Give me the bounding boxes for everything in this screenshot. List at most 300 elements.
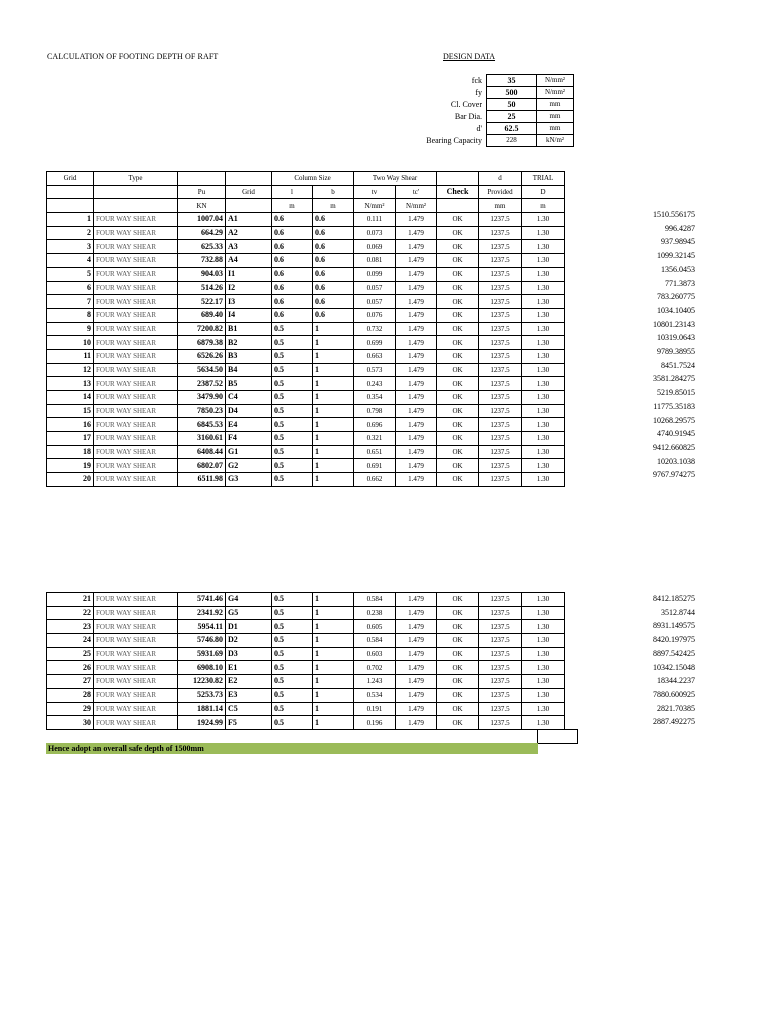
row-D-trial: 1.30	[522, 647, 565, 661]
row-grid: E4	[226, 418, 272, 432]
row-pu: 2341.92	[178, 606, 226, 620]
row-pu: 6802.07	[178, 459, 226, 473]
row-type: FOUR WAY SHEAR	[94, 418, 178, 432]
row-type: FOUR WAY SHEAR	[94, 267, 178, 281]
row-d-provided: 1237.5	[479, 254, 522, 268]
row-d-provided: 1237.5	[479, 322, 522, 336]
design-data-heading: DESIGN DATA	[443, 52, 496, 61]
row-check: OK	[437, 473, 479, 487]
table-row	[47, 377, 565, 391]
design-data-row	[380, 87, 574, 99]
row-number: 11	[47, 349, 94, 363]
design-data-label: Cl. Cover	[450, 100, 482, 109]
row-grid: I2	[226, 281, 272, 295]
table-row	[47, 418, 565, 432]
row-D-trial: 1.30	[522, 661, 565, 675]
row-tv: 0.354	[354, 391, 396, 405]
row-b: 1	[313, 661, 354, 675]
hdr-unit-nmm2: N/mm²	[396, 199, 437, 213]
row-D-trial: 1.30	[522, 620, 565, 634]
row-extra-value: 10319.0643	[657, 333, 695, 343]
row-type: FOUR WAY SHEAR	[94, 240, 178, 254]
hdr-l: l	[272, 185, 313, 199]
row-l: 0.5	[272, 432, 313, 446]
row-d-provided: 1237.5	[479, 404, 522, 418]
row-check: OK	[437, 647, 479, 661]
row-check: OK	[437, 445, 479, 459]
row-check: OK	[437, 213, 479, 227]
design-data-value: 500	[487, 87, 537, 99]
row-grid: F4	[226, 432, 272, 446]
design-data-unit: mm	[537, 99, 574, 111]
row-d-provided: 1237.5	[479, 213, 522, 227]
row-extra-value: 8412.185275	[653, 594, 695, 603]
row-l: 0.5	[272, 716, 313, 730]
row-b: 1	[313, 620, 354, 634]
row-extra-value: 10342.15048	[653, 662, 695, 672]
row-number: 16	[47, 418, 94, 432]
hdr-tc: tc'	[396, 185, 437, 199]
row-l: 0.5	[272, 473, 313, 487]
row-pu: 6908.10	[178, 661, 226, 675]
row-grid: I3	[226, 295, 272, 309]
table-row	[47, 716, 565, 730]
row-tc: 1.479	[396, 349, 437, 363]
row-D-trial: 1.30	[522, 213, 565, 227]
row-b: 0.6	[313, 254, 354, 268]
row-tc: 1.479	[396, 647, 437, 661]
row-extra-value: 8451.7524	[661, 360, 695, 370]
row-b: 1	[313, 445, 354, 459]
table-row	[47, 240, 565, 254]
row-tc: 1.479	[396, 620, 437, 634]
design-data-unit: N/mm²	[537, 75, 574, 87]
row-l: 0.5	[272, 620, 313, 634]
row-grid: E3	[226, 688, 272, 702]
row-tv: 0.069	[354, 240, 396, 254]
design-data-unit: kN/m²	[537, 135, 574, 147]
row-extra-value: 1099.32145	[657, 251, 695, 261]
table-row	[47, 281, 565, 295]
row-extra-value: 5219.85015	[657, 388, 695, 398]
row-l: 0.6	[272, 226, 313, 240]
row-grid: D2	[226, 634, 272, 648]
row-extra-value: 3512.8744	[661, 607, 695, 617]
row-pu: 5954.11	[178, 620, 226, 634]
row-extra-value: 937.98945	[661, 237, 695, 247]
row-D-trial: 1.30	[522, 363, 565, 377]
row-type: FOUR WAY SHEAR	[94, 634, 178, 648]
row-D-trial: 1.30	[522, 634, 565, 648]
row-type: FOUR WAY SHEAR	[94, 404, 178, 418]
row-l: 0.6	[272, 267, 313, 281]
row-tv: 1.243	[354, 675, 396, 689]
row-l: 0.5	[272, 391, 313, 405]
row-l: 0.6	[272, 213, 313, 227]
table-row	[47, 620, 565, 634]
row-b: 1	[313, 702, 354, 716]
table-row	[47, 226, 565, 240]
row-number: 6	[47, 281, 94, 295]
table-row	[47, 702, 565, 716]
row-l: 0.5	[272, 336, 313, 350]
row-b: 0.6	[313, 295, 354, 309]
row-grid: A3	[226, 240, 272, 254]
row-type: FOUR WAY SHEAR	[94, 620, 178, 634]
row-tv: 0.099	[354, 267, 396, 281]
row-tv: 0.702	[354, 661, 396, 675]
row-tv: 0.663	[354, 349, 396, 363]
row-b: 1	[313, 593, 354, 607]
hdr-grid2: Grid	[226, 185, 272, 199]
row-D-trial: 1.30	[522, 418, 565, 432]
row-check: OK	[437, 336, 479, 350]
table-row	[47, 593, 565, 607]
row-pu: 5931.69	[178, 647, 226, 661]
row-extra-value: 783.260775	[657, 292, 695, 302]
row-type: FOUR WAY SHEAR	[94, 391, 178, 405]
design-data-value: 228	[487, 135, 537, 147]
design-data-value: 25	[487, 111, 537, 123]
row-grid: C5	[226, 702, 272, 716]
row-d-provided: 1237.5	[479, 349, 522, 363]
row-D-trial: 1.30	[522, 404, 565, 418]
table-row	[47, 322, 565, 336]
row-type: FOUR WAY SHEAR	[94, 308, 178, 322]
row-tc: 1.479	[396, 688, 437, 702]
row-type: FOUR WAY SHEAR	[94, 432, 178, 446]
row-type: FOUR WAY SHEAR	[94, 661, 178, 675]
row-number: 15	[47, 404, 94, 418]
row-tc: 1.479	[396, 634, 437, 648]
row-b: 0.6	[313, 226, 354, 240]
row-grid: G1	[226, 445, 272, 459]
row-l: 0.5	[272, 661, 313, 675]
row-d-provided: 1237.5	[479, 634, 522, 648]
design-data-row	[380, 123, 574, 135]
row-number: 19	[47, 459, 94, 473]
row-type: FOUR WAY SHEAR	[94, 336, 178, 350]
row-tc: 1.479	[396, 675, 437, 689]
row-tc: 1.479	[396, 391, 437, 405]
row-tc: 1.479	[396, 295, 437, 309]
row-l: 0.5	[272, 606, 313, 620]
row-tv: 0.605	[354, 620, 396, 634]
row-l: 0.5	[272, 702, 313, 716]
row-tv: 0.691	[354, 459, 396, 473]
design-data-table	[380, 74, 574, 147]
row-number: 20	[47, 473, 94, 487]
row-l: 0.5	[272, 459, 313, 473]
page-title: CALCULATION OF FOOTING DEPTH OF RAFT	[47, 52, 219, 61]
row-type: FOUR WAY SHEAR	[94, 716, 178, 730]
table-row	[47, 647, 565, 661]
row-tv: 0.073	[354, 226, 396, 240]
row-D-trial: 1.30	[522, 336, 565, 350]
row-tc: 1.479	[396, 336, 437, 350]
row-d-provided: 1237.5	[479, 675, 522, 689]
row-D-trial: 1.30	[522, 226, 565, 240]
row-D-trial: 1.30	[522, 254, 565, 268]
shear-table-part2	[46, 592, 565, 730]
row-check: OK	[437, 240, 479, 254]
row-extra-value: 18344.2237	[657, 676, 695, 686]
row-b: 1	[313, 432, 354, 446]
row-type: FOUR WAY SHEAR	[94, 459, 178, 473]
row-extra-value: 8931.149575	[653, 621, 695, 631]
row-number: 30	[47, 716, 94, 730]
row-number: 2	[47, 226, 94, 240]
row-l: 0.5	[272, 647, 313, 661]
hdr-type: Type	[94, 172, 178, 186]
row-d-provided: 1237.5	[479, 702, 522, 716]
row-tc: 1.479	[396, 226, 437, 240]
row-grid: D3	[226, 647, 272, 661]
row-b: 1	[313, 606, 354, 620]
row-D-trial: 1.30	[522, 702, 565, 716]
row-pu: 6408.44	[178, 445, 226, 459]
row-tv: 0.696	[354, 418, 396, 432]
row-d-provided: 1237.5	[479, 281, 522, 295]
row-b: 1	[313, 336, 354, 350]
table-row	[47, 267, 565, 281]
row-extra-value: 3581.284275	[653, 374, 695, 384]
row-tc: 1.479	[396, 716, 437, 730]
row-number: 17	[47, 432, 94, 446]
row-tv: 0.321	[354, 432, 396, 446]
row-D-trial: 1.30	[522, 295, 565, 309]
row-type: FOUR WAY SHEAR	[94, 226, 178, 240]
row-extra-value: 8897.542425	[653, 648, 695, 658]
row-b: 1	[313, 675, 354, 689]
row-extra-value: 996.4287	[665, 223, 695, 233]
row-tc: 1.479	[396, 593, 437, 607]
row-check: OK	[437, 606, 479, 620]
table-row	[47, 391, 565, 405]
hdr-trial: TRIAL	[522, 172, 565, 186]
row-d-provided: 1237.5	[479, 418, 522, 432]
row-number: 29	[47, 702, 94, 716]
row-pu: 689.40	[178, 308, 226, 322]
hdr-unit-kn: KN	[178, 199, 226, 213]
row-tv: 0.057	[354, 281, 396, 295]
row-extra-value: 9789.38955	[657, 347, 695, 356]
row-l: 0.5	[272, 688, 313, 702]
row-pu: 522.17	[178, 295, 226, 309]
row-pu: 3160.61	[178, 432, 226, 446]
design-data-label: fck	[471, 76, 482, 85]
row-l: 0.6	[272, 240, 313, 254]
design-data-unit: mm	[537, 123, 574, 135]
row-number: 3	[47, 240, 94, 254]
row-extra-value: 9767.974275	[653, 470, 695, 480]
row-b: 1	[313, 688, 354, 702]
row-type: FOUR WAY SHEAR	[94, 606, 178, 620]
row-tv: 0.584	[354, 593, 396, 607]
row-number: 25	[47, 647, 94, 661]
row-tv: 0.662	[354, 473, 396, 487]
row-type: FOUR WAY SHEAR	[94, 445, 178, 459]
row-b: 1	[313, 418, 354, 432]
row-type: FOUR WAY SHEAR	[94, 363, 178, 377]
table-row	[47, 459, 565, 473]
row-tc: 1.479	[396, 254, 437, 268]
blank-cell	[537, 729, 578, 744]
shear-table-part1	[46, 171, 565, 487]
row-pu: 6511.98	[178, 473, 226, 487]
row-grid: G2	[226, 459, 272, 473]
row-D-trial: 1.30	[522, 606, 565, 620]
row-pu: 7200.82	[178, 322, 226, 336]
row-tc: 1.479	[396, 363, 437, 377]
row-type: FOUR WAY SHEAR	[94, 675, 178, 689]
row-pu: 6879.38	[178, 336, 226, 350]
hdr-provided: Provided	[479, 185, 522, 199]
row-tc: 1.479	[396, 322, 437, 336]
row-pu: 5741.46	[178, 593, 226, 607]
row-number: 7	[47, 295, 94, 309]
row-D-trial: 1.30	[522, 459, 565, 473]
row-pu: 6845.53	[178, 418, 226, 432]
row-grid: E2	[226, 675, 272, 689]
row-number: 21	[47, 593, 94, 607]
row-grid: I1	[226, 267, 272, 281]
row-b: 1	[313, 404, 354, 418]
row-check: OK	[437, 702, 479, 716]
row-d-provided: 1237.5	[479, 445, 522, 459]
row-number: 10	[47, 336, 94, 350]
row-extra-value: 10268.29575	[653, 415, 695, 425]
design-data-label: Bearing Capacity	[426, 136, 482, 145]
table-row	[47, 432, 565, 446]
table-row	[47, 675, 565, 689]
row-pu: 732.88	[178, 254, 226, 268]
row-number: 12	[47, 363, 94, 377]
row-b: 1	[313, 391, 354, 405]
hdr-column-size: Column Size	[272, 172, 354, 186]
table-row	[47, 688, 565, 702]
row-l: 0.6	[272, 308, 313, 322]
row-tc: 1.479	[396, 213, 437, 227]
row-tc: 1.479	[396, 267, 437, 281]
row-d-provided: 1237.5	[479, 336, 522, 350]
row-grid: E1	[226, 661, 272, 675]
row-l: 0.5	[272, 418, 313, 432]
row-number: 14	[47, 391, 94, 405]
table-row	[47, 473, 565, 487]
design-data-label: fy	[475, 88, 482, 97]
table-row	[47, 634, 565, 648]
design-data-value: 50	[487, 99, 537, 111]
row-tc: 1.479	[396, 404, 437, 418]
row-check: OK	[437, 675, 479, 689]
row-tv: 0.651	[354, 445, 396, 459]
row-number: 5	[47, 267, 94, 281]
design-data-row	[380, 111, 574, 123]
row-l: 0.5	[272, 445, 313, 459]
row-l: 0.5	[272, 377, 313, 391]
row-number: 1	[47, 213, 94, 227]
row-tv: 0.076	[354, 308, 396, 322]
row-extra-value: 2887.492275	[653, 717, 695, 727]
row-check: OK	[437, 404, 479, 418]
row-number: 26	[47, 661, 94, 675]
row-pu: 664.29	[178, 226, 226, 240]
design-data-unit: mm	[537, 111, 574, 123]
row-grid: B5	[226, 377, 272, 391]
row-grid: B2	[226, 336, 272, 350]
row-d-provided: 1237.5	[479, 473, 522, 487]
row-grid: D1	[226, 620, 272, 634]
row-D-trial: 1.30	[522, 349, 565, 363]
row-b: 1	[313, 473, 354, 487]
row-D-trial: 1.30	[522, 281, 565, 295]
row-pu: 904.03	[178, 267, 226, 281]
row-tc: 1.479	[396, 459, 437, 473]
row-check: OK	[437, 459, 479, 473]
hdr-d: d	[479, 172, 522, 186]
row-number: 23	[47, 620, 94, 634]
row-extra-value: 9412.660825	[653, 442, 695, 452]
row-check: OK	[437, 716, 479, 730]
table-row	[47, 606, 565, 620]
row-D-trial: 1.30	[522, 391, 565, 405]
row-pu: 7850.23	[178, 404, 226, 418]
row-tv: 0.111	[354, 213, 396, 227]
row-check: OK	[437, 349, 479, 363]
table-row	[47, 308, 565, 322]
row-extra-value: 4740.91945	[657, 429, 695, 439]
table-row	[47, 661, 565, 675]
row-tv: 0.191	[354, 702, 396, 716]
row-extra-value: 2821.70385	[657, 703, 695, 713]
row-b: 1	[313, 349, 354, 363]
row-d-provided: 1237.5	[479, 459, 522, 473]
row-number: 18	[47, 445, 94, 459]
row-number: 13	[47, 377, 94, 391]
row-pu: 1007.04	[178, 213, 226, 227]
row-d-provided: 1237.5	[479, 620, 522, 634]
row-type: FOUR WAY SHEAR	[94, 473, 178, 487]
row-d-provided: 1237.5	[479, 688, 522, 702]
row-l: 0.5	[272, 349, 313, 363]
row-type: FOUR WAY SHEAR	[94, 295, 178, 309]
row-tc: 1.479	[396, 432, 437, 446]
row-check: OK	[437, 418, 479, 432]
row-tv: 0.057	[354, 295, 396, 309]
row-b: 0.6	[313, 281, 354, 295]
row-d-provided: 1237.5	[479, 661, 522, 675]
row-l: 0.5	[272, 322, 313, 336]
row-d-provided: 1237.5	[479, 295, 522, 309]
row-extra-value: 10203.1038	[657, 456, 695, 466]
row-check: OK	[437, 281, 479, 295]
row-d-provided: 1237.5	[479, 267, 522, 281]
row-D-trial: 1.30	[522, 473, 565, 487]
row-tv: 0.699	[354, 336, 396, 350]
row-tc: 1.479	[396, 240, 437, 254]
hdr-two-way-shear: Two Way Shear	[354, 172, 437, 186]
row-d-provided: 1237.5	[479, 716, 522, 730]
row-grid: G4	[226, 593, 272, 607]
row-d-provided: 1237.5	[479, 363, 522, 377]
row-extra-value: 1034.10405	[657, 305, 695, 315]
hdr-unit-m2: m	[313, 199, 354, 213]
row-D-trial: 1.30	[522, 308, 565, 322]
design-data-row	[380, 135, 574, 147]
row-D-trial: 1.30	[522, 377, 565, 391]
row-tc: 1.479	[396, 702, 437, 716]
